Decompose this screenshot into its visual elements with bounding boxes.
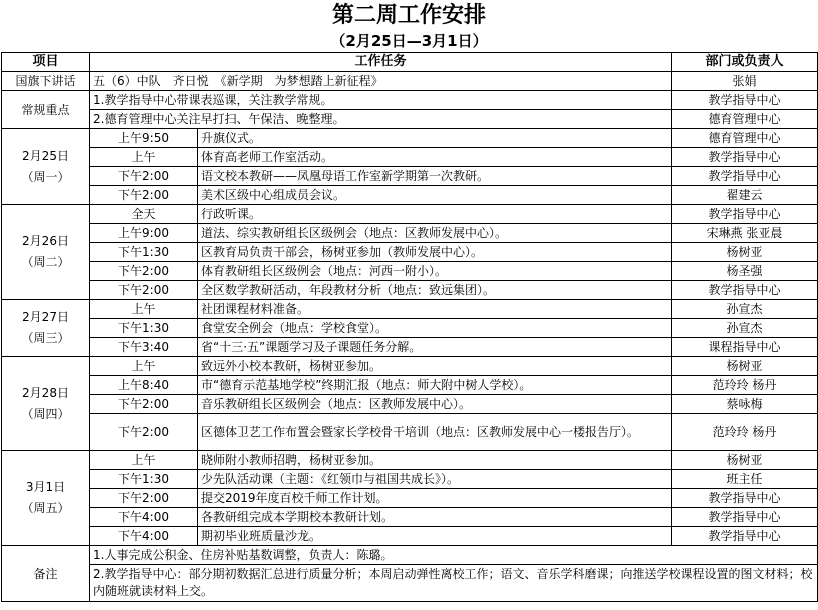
day-weekday: （周二）: [21, 255, 70, 269]
notes-row: [2, 546, 818, 565]
owner-cell: 教学指导中心: [672, 205, 818, 224]
time-cell: 下午3:40: [90, 338, 198, 357]
schedule-row: [2, 338, 818, 357]
owner-cell: 杨树亚: [672, 451, 818, 470]
owner-cell: 教学指导中心: [672, 489, 818, 508]
task-cell: 食堂安全例会（地点：学校食堂）。: [198, 319, 672, 338]
routine-owner: 教学指导中心: [672, 91, 818, 110]
schedule-row: [2, 451, 818, 470]
time-cell: 下午2:00: [90, 281, 198, 300]
task-cell: 晓师附小教师招聘，杨树亚参加。: [198, 451, 672, 470]
notes-row: [2, 565, 818, 602]
day-date: 2月27日: [22, 310, 69, 324]
owner-cell: 教学指导中心: [672, 281, 818, 300]
schedule-row: [2, 319, 818, 338]
schedule-row: [2, 243, 818, 262]
owner-cell: 杨树亚: [672, 243, 818, 262]
task-cell: 全区数学教研活动，年段教材分析（地点：致远集团）。: [198, 281, 672, 300]
task-cell: 区德体卫艺工作布置会暨家长学校骨干培训（地点：区教师发展中心一楼报告厅）。: [198, 414, 672, 451]
task-cell: 体育教研组长区级例会（地点：河西一附小）。: [198, 262, 672, 281]
page-subtitle: （2月25日—3月1日）: [330, 32, 488, 50]
day-cell: [2, 205, 90, 300]
task-cell: 道法、综实教研组长区级例会（地点：区教师发展中心）。: [198, 224, 672, 243]
owner-cell: 范玲玲 杨丹: [672, 376, 818, 395]
time-cell: 下午1:30: [90, 319, 198, 338]
time-cell: 上午9:00: [90, 224, 198, 243]
time-cell: 上午: [90, 300, 198, 319]
day-cell: [2, 357, 90, 451]
routine-row: [2, 91, 818, 110]
task-cell: 升旗仪式。: [198, 129, 672, 148]
task-cell: 体育高老师工作室活动。: [198, 148, 672, 167]
day-weekday: （周一）: [21, 169, 70, 184]
schedule-row: [2, 205, 818, 224]
time-cell: 上午9:50: [90, 129, 198, 148]
owner-cell: 翟建云: [672, 186, 818, 205]
time-cell: 下午2:00: [90, 395, 198, 414]
time-cell: 下午1:30: [90, 470, 198, 489]
owner-cell: 孙宣杰: [672, 300, 818, 319]
day-weekday: （周四）: [21, 406, 70, 421]
schedule-row: [2, 167, 818, 186]
time-cell: 上午: [90, 148, 198, 167]
owner-cell: 德育管理中心: [672, 129, 818, 148]
schedule-row: [2, 300, 818, 319]
time-cell: 上午8:40: [90, 376, 198, 395]
owner-cell: 杨树亚: [672, 357, 818, 376]
day-date: 2月25日: [22, 148, 69, 163]
owner-cell: 班主任: [672, 470, 818, 489]
schedule-row: [2, 489, 818, 508]
task-cell: 致远外小校本教研，杨树亚参加。: [198, 357, 672, 376]
schedule-row: [2, 357, 818, 376]
task-cell: 期初毕业班质量沙龙。: [198, 527, 672, 546]
schedule-row: [2, 527, 818, 546]
time-cell: 下午1:30: [90, 243, 198, 262]
task-cell: 提交2019年度百校千师工作计划。: [198, 489, 672, 508]
schedule-row: [2, 414, 818, 451]
schedule-row: [2, 508, 818, 527]
schedule-table: [1, 52, 818, 602]
task-cell: 语文校本教研——凤凰母语工作室新学期第一次教研。: [198, 167, 672, 186]
task-cell: 少先队活动课（主题：《红领巾与祖国共成长》）。: [198, 470, 672, 489]
schedule-row: [2, 376, 818, 395]
time-cell: 上午: [90, 357, 198, 376]
time-cell: 下午2:00: [90, 167, 198, 186]
owner-cell: 教学指导中心: [672, 508, 818, 527]
schedule-row: [2, 281, 818, 300]
routine-task: 1.教学指导中心带课表巡课，关注教学常规。: [90, 91, 672, 110]
owner-cell: 教学指导中心: [672, 167, 818, 186]
time-cell: 下午2:00: [90, 414, 198, 451]
task-cell: 省“十三·五”课题学习及子课题任务分解。: [198, 338, 672, 357]
notes-line: 1.人事完成公积金、住房补贴基数调整，负责人：陈璐。: [90, 546, 818, 565]
routine-task: 2.德育管理中心关注早打扫、午保洁、晚整理。: [90, 110, 672, 129]
day-weekday: （周三）: [21, 331, 70, 345]
owner-cell: 教学指导中心: [672, 527, 818, 546]
owner-cell: 杨圣强: [672, 262, 818, 281]
header-row: [2, 53, 818, 72]
task-cell: 美术区级中心组成员会议。: [198, 186, 672, 205]
task-cell: 市“德育示范基地学校”终期汇报（地点：师大附中树人学校）。: [198, 376, 672, 395]
page-title: 第二周工作安排: [331, 2, 486, 28]
task-cell: 社团课程材料准备。: [198, 300, 672, 319]
owner-cell: 宋琳燕 张亚晨: [672, 224, 818, 243]
time-cell: 下午2:00: [90, 489, 198, 508]
owner-cell: 课程指导中心: [672, 338, 818, 357]
time-cell: 下午2:00: [90, 262, 198, 281]
schedule-row: [2, 470, 818, 489]
owner-cell: 孙宣杰: [672, 319, 818, 338]
time-cell: 全天: [90, 205, 198, 224]
owner-cell: 蔡咏梅: [672, 395, 818, 414]
task-cell: 行政听课。: [198, 205, 672, 224]
notes-label: 备注: [2, 546, 90, 602]
day-date: 2月26日: [22, 234, 69, 248]
time-cell: 下午4:00: [90, 508, 198, 527]
schedule-row: [2, 224, 818, 243]
routine-label: 常规重点: [2, 91, 90, 129]
schedule-row: [2, 186, 818, 205]
header-item: 项目: [2, 53, 90, 72]
header-task: 工作任务: [90, 53, 672, 72]
time-cell: 下午4:00: [90, 527, 198, 546]
flag-task: 五（6）中队 齐日悦 《新学期 为梦想踏上新征程》: [90, 72, 672, 91]
day-date: 3月1日: [25, 480, 66, 494]
task-cell: 区教育局负责干部会，杨树亚参加（教师发展中心）。: [198, 243, 672, 262]
day-cell: [2, 300, 90, 357]
task-cell: 各教研组完成本学期校本教研计划。: [198, 508, 672, 527]
schedule-row: [2, 129, 818, 148]
header-owner: 部门或负责人: [672, 53, 818, 72]
schedule-row: [2, 262, 818, 281]
notes-line: 2.教学指导中心：部分期初数据汇总进行质量分析；本周启动弹性离校工作；语文、音乐学科磨课；向推送学校课程设置的图文材料；校内随班就读材料上交。: [90, 565, 818, 602]
day-cell: [2, 129, 90, 205]
schedule-row: [2, 395, 818, 414]
day-date: 2月28日: [22, 385, 69, 400]
day-weekday: （周五）: [21, 501, 70, 515]
task-cell: 音乐教研组长区级例会（地点：区教师发展中心）。: [198, 395, 672, 414]
flag-row: [2, 72, 818, 91]
owner-cell: 教学指导中心: [672, 148, 818, 167]
flag-owner: 张娟: [672, 72, 818, 91]
time-cell: 上午: [90, 451, 198, 470]
day-cell: [2, 451, 90, 546]
schedule-row: [2, 148, 818, 167]
flag-label: 国旗下讲话: [2, 72, 90, 91]
owner-cell: 范玲玲 杨丹: [672, 414, 818, 451]
time-cell: 下午2:00: [90, 186, 198, 205]
routine-owner: 德育管理中心: [672, 110, 818, 129]
routine-row: [2, 110, 818, 129]
